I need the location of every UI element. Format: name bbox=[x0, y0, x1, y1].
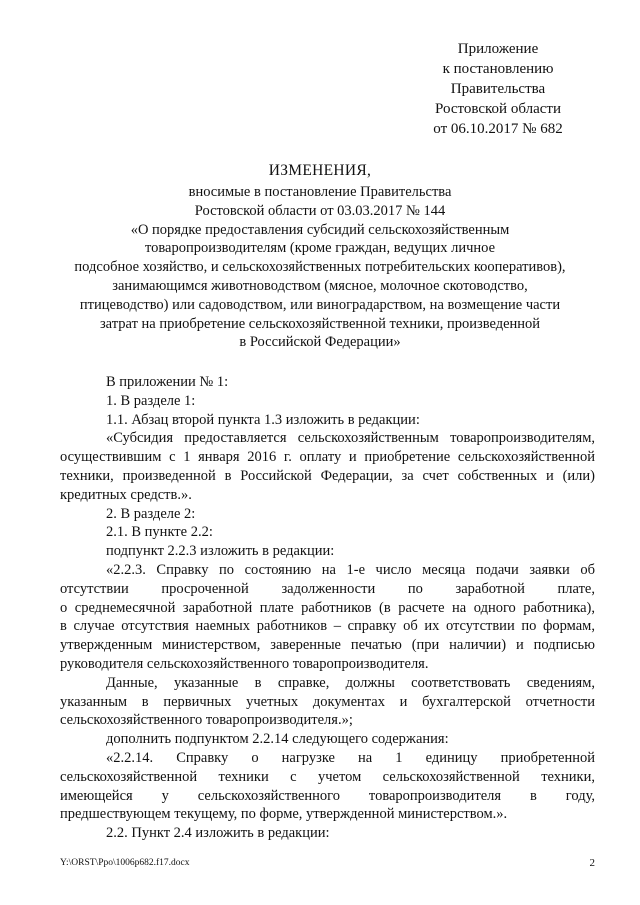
appendix-block bbox=[408, 39, 588, 139]
body-line: Данные, указанные в справке, должны соответствовать сведениям, bbox=[106, 674, 595, 691]
title-line: птицеводство) или садоводством, или виноградарством, на возмещение части bbox=[79, 296, 561, 313]
body-line: в случае отсутствия наемных работников – справку об их отсутствии по формам, bbox=[60, 618, 595, 635]
body-line: 1. В разделе 1: bbox=[106, 392, 196, 409]
body-line: 2.1. В пункте 2.2: bbox=[106, 524, 213, 541]
title-line: в Российской Федерации» bbox=[239, 334, 401, 351]
body-line: утвержденным министерством, заверенные печатью (при наличии) и подписью bbox=[60, 637, 595, 654]
body-line: руководителя сельскохозяйственного товаропроизводителя. bbox=[60, 655, 429, 672]
body-line: осуществившим с 1 января 2016 г. оплату и приобретение сельскохозяйственной bbox=[60, 449, 595, 466]
body-line: «2.2.3. Справку по состоянию на 1-е число месяца подачи заявки об bbox=[106, 561, 595, 578]
page-footer bbox=[60, 857, 595, 869]
appendix-line: Приложение bbox=[457, 41, 539, 57]
body-line: 2. В разделе 2: bbox=[106, 505, 196, 522]
page-number: 2 bbox=[589, 857, 595, 869]
title-line: Ростовской области от 03.03.2017 № 144 bbox=[194, 202, 446, 219]
body-line: дополнить подпунктом 2.2.14 следующего содержания: bbox=[106, 731, 449, 748]
body-line: имеющейся у сельскохозяйственного товаропроизводителя в году, bbox=[60, 787, 595, 804]
document-body bbox=[60, 373, 595, 843]
body-line: отсутствии просроченной задолженности по заработной плате, bbox=[60, 580, 595, 597]
body-line: сельскохозяйственной техники с учетом сельскохозяйственной техники, bbox=[60, 768, 595, 785]
title-line: товаропроизводителям (кроме граждан, ведущих личное bbox=[144, 240, 496, 257]
body-line: о среднемесячной заработной плате работников (в расчете на одного работника), bbox=[60, 599, 595, 616]
appendix-line: от 06.10.2017 № 682 bbox=[433, 121, 563, 137]
title-line: вносимые в постановление Правительства bbox=[188, 184, 452, 200]
body-line: подпункт 2.2.3 изложить в редакции: bbox=[106, 543, 335, 560]
document-title bbox=[60, 161, 580, 352]
title-heading: ИЗМЕНЕНИЯ, bbox=[268, 162, 372, 179]
title-line: «О порядке предоставления субсидий сельскохозяйственным bbox=[130, 221, 510, 238]
body-line: техники, произведенной в Российской Федерации, за счет собственных и (или) bbox=[60, 467, 595, 484]
body-line: 2.2. Пункт 2.4 изложить в редакции: bbox=[106, 825, 330, 842]
body-line: предшествующем текущему, по форме, утвержденной министерством.». bbox=[60, 806, 508, 823]
body-line: 1.1. Абзац второй пункта 1.3 изложить в редакции: bbox=[106, 411, 420, 428]
title-line: занимающимся животноводством (мясное, молочное скотоводство, bbox=[112, 277, 528, 294]
body-line: сельскохозяйственного товаропроизводителя.»; bbox=[60, 712, 353, 729]
footer-file-path: Y:\ORST\Ppo\1006p682.f17.docx bbox=[60, 858, 190, 868]
body-line: кредитных средств.». bbox=[60, 486, 192, 503]
body-line: указанным в первичных учетных документах и бухгалтерской отчетности bbox=[60, 693, 595, 710]
title-line: подсобное хозяйство, и сельскохозяйственных потребительских кооперативов), bbox=[74, 259, 566, 276]
appendix-line: к постановлению bbox=[442, 61, 554, 77]
title-line: затрат на приобретение сельскохозяйственной техники, произведенной bbox=[99, 315, 541, 332]
appendix-line: Правительства bbox=[450, 81, 546, 97]
body-line: «2.2.14. Справку о нагрузке на 1 единицу приобретенной bbox=[106, 749, 595, 766]
body-line: «Субсидия предоставляется сельскохозяйственным товаропроизводителям, bbox=[106, 430, 595, 447]
body-line: В приложении № 1: bbox=[106, 374, 229, 390]
appendix-line: Ростовской области bbox=[435, 101, 561, 117]
